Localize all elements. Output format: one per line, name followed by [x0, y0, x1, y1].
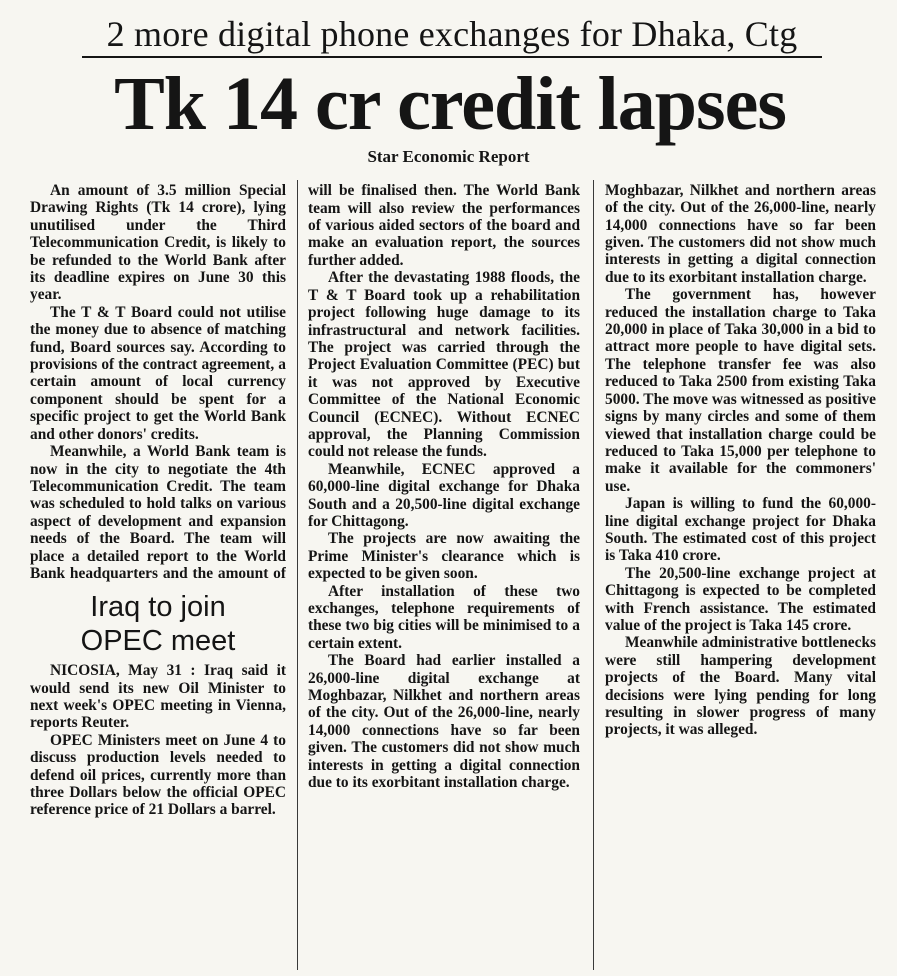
article-paragraph: The government has, however reduced the installation charge to Taka 20,000 in place of Taka 30,000 in a bid to attract more people to have digital sets. The telephone transfer fee was also reduced to Taka 2500 from existing Taka 5000. The move was witnessed as positive signs by many circles and some of them viewed that installation charge could be reduced to Taka 15,000 per telephone to make it available for the commoners' use.: [605, 286, 876, 495]
article-paragraph-continued: Moghbazar, Nilkhet and northern areas of the city. Out of the 26,000-line, nearly 14,000 connections have so far been given. The customers did not show much interests in getting a digital connection due to its exorbitant installation charge.: [605, 182, 876, 286]
article-paragraph: The 20,500-line exchange project at Chittagong is expected to be completed with French assistance. The estimated value of the project is Taka 145 crore.: [605, 564, 876, 634]
article-paragraph: Japan is willing to fund the 60,000-line digital exchange project for Dhaka South. The estimated cost of this project is Taka 410 crore.: [605, 495, 876, 565]
side-story-lead: [30, 662, 286, 732]
article-paragraph: Meanwhile administrative bottlenecks were still hampering development projects of the Board. Many vital decisions were lying pending for long resulting in slower progress of many projects, it was alleged.: [605, 634, 876, 739]
article-column-1: [30, 182, 286, 968]
main-headline: Tk 14 cr credit lapses: [114, 62, 786, 146]
article-paragraph-continued: will be finalised then. The World Bank team will also review the performances of various aided sectors of the board and make an evaluation report, the sources further added.: [308, 182, 580, 269]
article-paragraph: After the devastating 1988 floods, the T & T Board took up a rehabilitation project following huge damage to its infrastructural and network facilities. The project was carried through the Project Evaluation Committee (PEC) but it was not approved by Executive Committee of the National Economic Council (ECNEC). Without ECNEC approval, the Planning Commission could not release the funds.: [308, 269, 580, 461]
byline: Star Economic Report: [367, 147, 530, 166]
article-paragraph: Meanwhile, a World Bank team is now in the city to negotiate the 4th Telecommunication Credit. The team was scheduled to hold talks on various aspect of development and expansion needs of the Board. The team will place a detailed report to the World Bank headquarters and the amount of: [30, 443, 286, 582]
kicker-headline: 2 more digital phone exchanges for Dhaka, Ctg: [82, 12, 822, 58]
column-divider: [593, 180, 594, 970]
article-paragraph: Meanwhile, ECNEC approved a 60,000-line digital exchange for Dhaka South and a 20,500-line digital exchange for Chittagong.: [308, 460, 580, 530]
side-story-paragraph: OPEC Ministers meet on June 4 to discuss production levels needed to defend oil prices, currently more than three Dollars below the official OPEC reference price of 21 Dollars a barrel.: [30, 731, 286, 819]
side-story-headline-line: Iraq to join: [90, 591, 226, 624]
side-story-headline: [30, 590, 286, 658]
article-paragraph: After installation of these two exchanges, telephone requirements of these two big cities will be minimised to a certain extent.: [308, 582, 580, 652]
dateline: NICOSIA, May 31 :: [50, 662, 196, 680]
column-divider: [297, 180, 298, 970]
side-story-headline-line: OPEC meet: [80, 625, 236, 658]
article-paragraph: The T & T Board could not utilise the money due to absence of matching fund, Board sources say. According to provisions of the contract agreement, a certain amount of local currency component should be spent for a specific project to get the World Bank and other donors' credits.: [30, 303, 286, 443]
article-column-3: [605, 182, 876, 968]
article-column-2: [308, 182, 580, 968]
article-paragraph: An amount of 3.5 million Special Drawing Rights (Tk 14 crore), lying unutilised under the Third Telecommunication Credit, is likely to be refunded to the World Bank after its deadline expires on June 30 this year.: [30, 182, 286, 304]
article-paragraph: The Board had earlier installed a 26,000-line digital exchange at Moghbazar, Nilkhet and northern areas of the city. Out of the 26,000-line, nearly 14,000 connections have so far been given. The customers did not show much interests in getting a digital connection due to its exorbitant installation charge.: [308, 652, 580, 792]
side-story-lead-text: Iraq said it would send its new Oil Minister to next week's OPEC meeting in Vienna, reports Reuter.: [30, 662, 286, 732]
article-paragraph: The projects are now awaiting the Prime Minister's clearance which is expected to be given soon.: [308, 530, 580, 583]
